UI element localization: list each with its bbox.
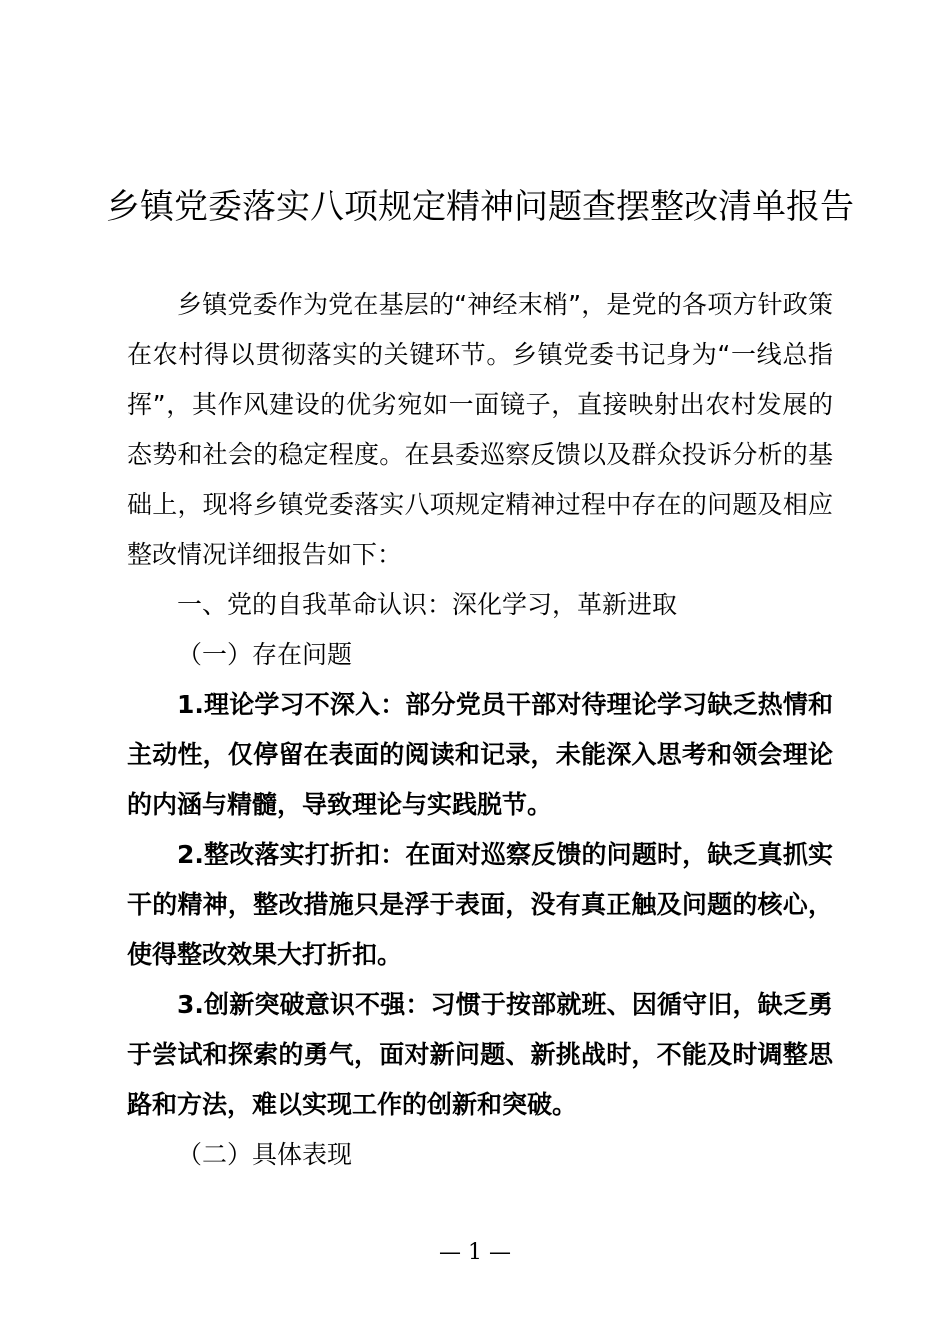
document-body — [127, 280, 833, 1180]
issue-item-3: 3.创新突破意识不强：习惯于按部就班、因循守旧，缺乏勇于尝试和探索的勇气，面对新问题、新挑战时，不能及时调整思路和方法，难以实现工作的创新和突破。 — [127, 990, 833, 1119]
section-heading: 一、党的自我革命认识：深化学习，革新进取 — [177, 590, 678, 619]
intro-paragraph: 乡镇党委作为党在基层的“神经末梢”，是党的各项方针政策在农村得以贯彻落实的关键环节。乡镇党委书记身为“一线总指挥”，其作风建设的优劣宛如一面镜子，直接映射出农村发展的态势和社会的稳定程度。在县委巡察反馈以及群众投诉分析的基础上，现将乡镇党委落实八项规定精神过程中存在的问题及相应整改情况详细报告如下： — [127, 290, 833, 569]
issue-item-2: 2.整改落实打折扣：在面对巡察反馈的问题时，缺乏真抓实干的精神，整改措施只是浮于表面，没有真正触及问题的核心，使得整改效果大打折扣。 — [127, 840, 833, 969]
subsection-heading: （一）存在问题 — [177, 640, 353, 669]
page-number: — 1 — — [439, 1240, 511, 1265]
subsection-heading: （二）具体表现 — [177, 1140, 353, 1169]
issue-item-1: 1.理论学习不深入：部分党员干部对待理论学习缺乏热情和主动性，仅停留在表面的阅读和记录，未能深入思考和领会理论的内涵与精髓，导致理论与实践脱节。 — [127, 690, 833, 819]
document-title: 乡镇党委落实八项规定精神问题查摆整改清单报告 — [106, 187, 854, 227]
